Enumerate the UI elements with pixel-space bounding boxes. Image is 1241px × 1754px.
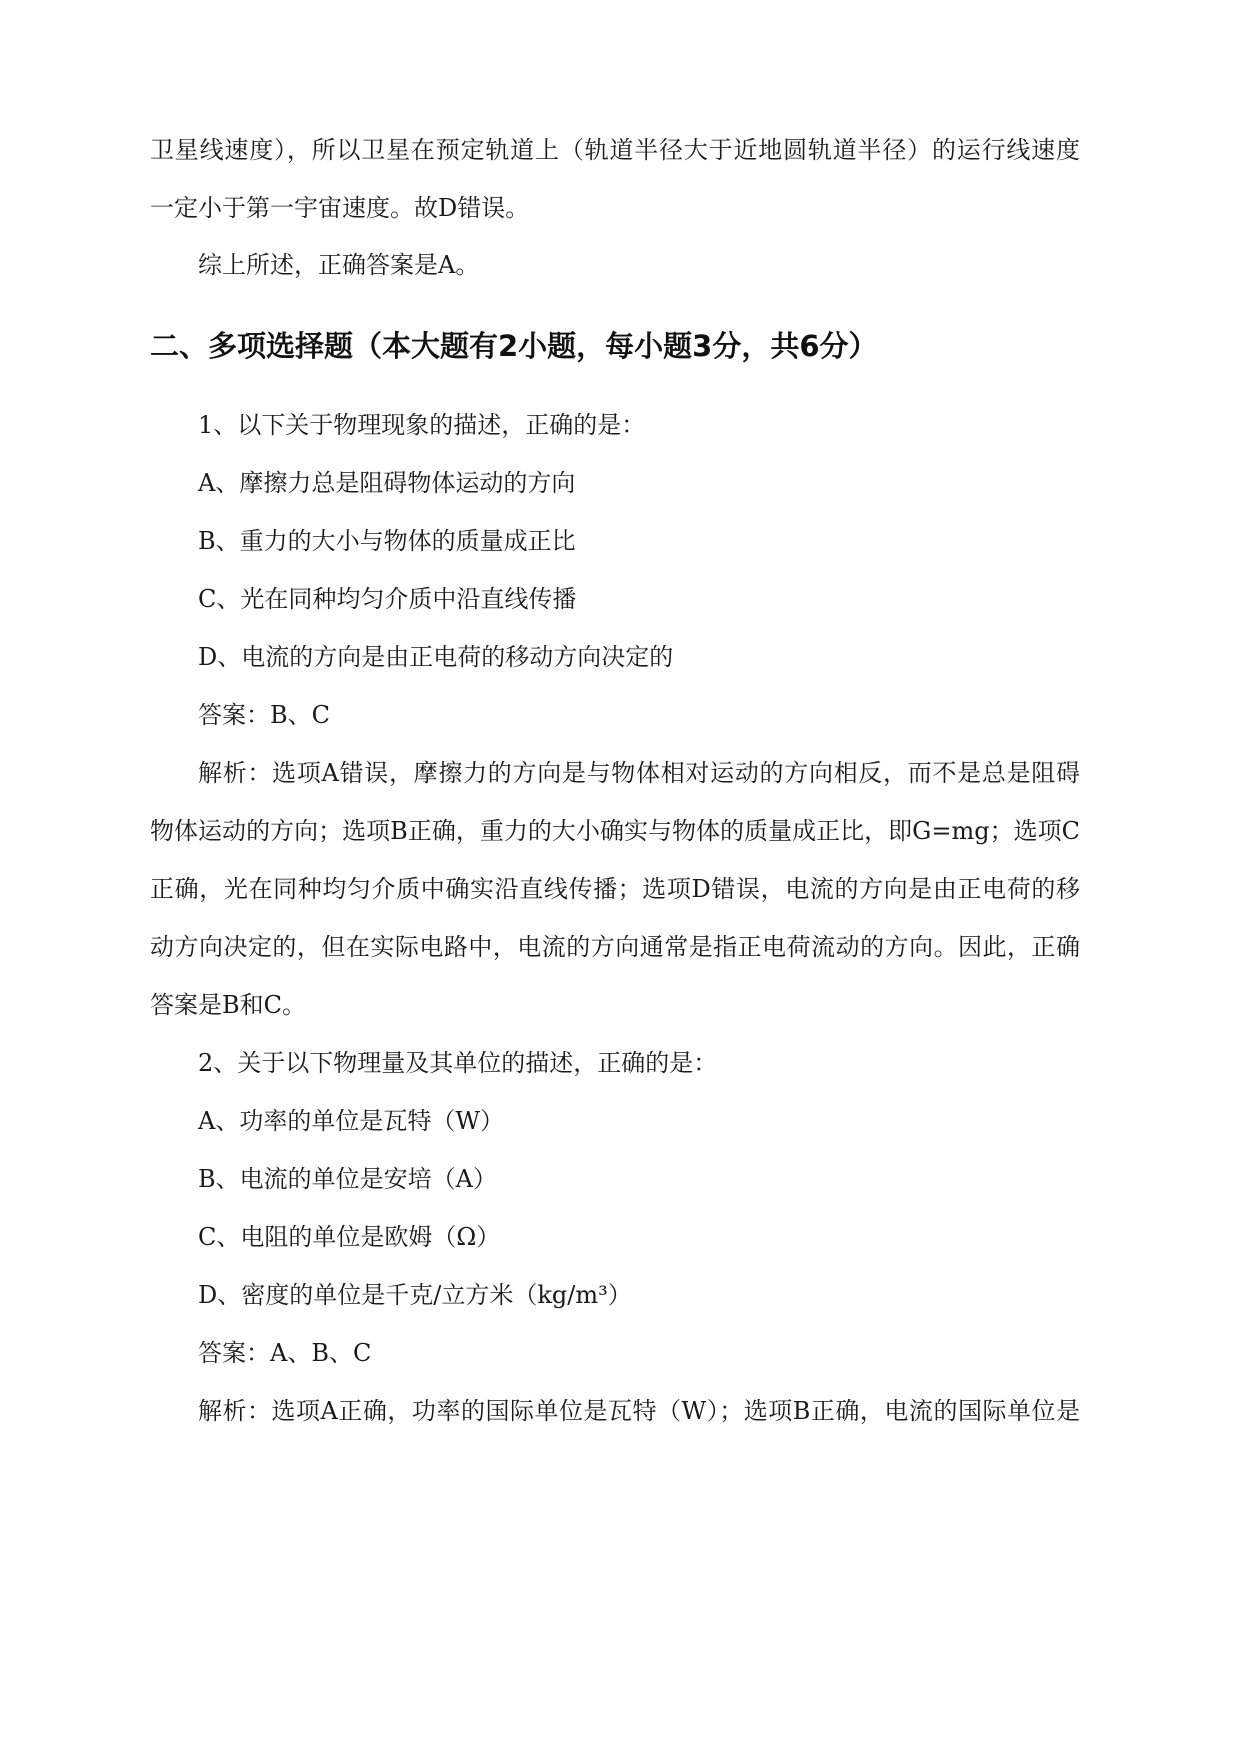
question-stem: 1、以下关于物理现象的描述，正确的是： bbox=[198, 411, 646, 439]
option-c: C、电阻的单位是欧姆（Ω） bbox=[198, 1223, 501, 1251]
analysis-line: 解析：选项A错误，摩擦力的方向是与物体相对运动的方向相反，而不是总是阻碍 bbox=[198, 759, 1080, 787]
analysis-line: 解析：选项A正确，功率的国际单位是瓦特（W）；选项B正确，电流的国际单位是 bbox=[198, 1397, 1080, 1425]
option-c: C、光在同种均匀介质中沿直线传播 bbox=[198, 585, 577, 613]
option-a: A、功率的单位是瓦特（W） bbox=[198, 1107, 504, 1135]
paragraph-line: 一定小于第一宇宙速度。故D错误。 bbox=[150, 194, 530, 222]
section-heading: 二、多项选择题（本大题有2小题，每小题3分，共6分） bbox=[150, 329, 878, 363]
answer-line: 答案：B、C bbox=[198, 701, 330, 729]
option-a: A、摩擦力总是阻碍物体运动的方向 bbox=[198, 469, 576, 497]
question-stem: 2、关于以下物理量及其单位的描述，正确的是： bbox=[198, 1049, 718, 1077]
summary-line: 综上所述，正确答案是A。 bbox=[198, 251, 480, 279]
paragraph-line: 卫星线速度），所以卫星在预定轨道上（轨道半径大于近地圆轨道半径）的运行线速度 bbox=[150, 136, 1080, 164]
option-d: D、电流的方向是由正电荷的移动方向决定的 bbox=[198, 643, 674, 671]
analysis-line: 动方向决定的，但在实际电路中，电流的方向通常是指正电荷流动的方向。因此，正确 bbox=[150, 933, 1080, 961]
analysis-line: 答案是B和C。 bbox=[150, 991, 306, 1019]
analysis-line: 正确，光在同种均匀介质中确实沿直线传播；选项D错误，电流的方向是由正电荷的移 bbox=[150, 875, 1080, 903]
analysis-line: 物体运动的方向；选项B正确，重力的大小确实与物体的质量成正比，即G=mg；选项C bbox=[150, 817, 1080, 845]
option-b: B、重力的大小与物体的质量成正比 bbox=[198, 527, 576, 555]
option-b: B、电流的单位是安培（A） bbox=[198, 1165, 497, 1193]
option-d: D、密度的单位是千克/立方米（kg/m³） bbox=[198, 1281, 632, 1309]
answer-line: 答案：A、B、C bbox=[198, 1339, 372, 1367]
